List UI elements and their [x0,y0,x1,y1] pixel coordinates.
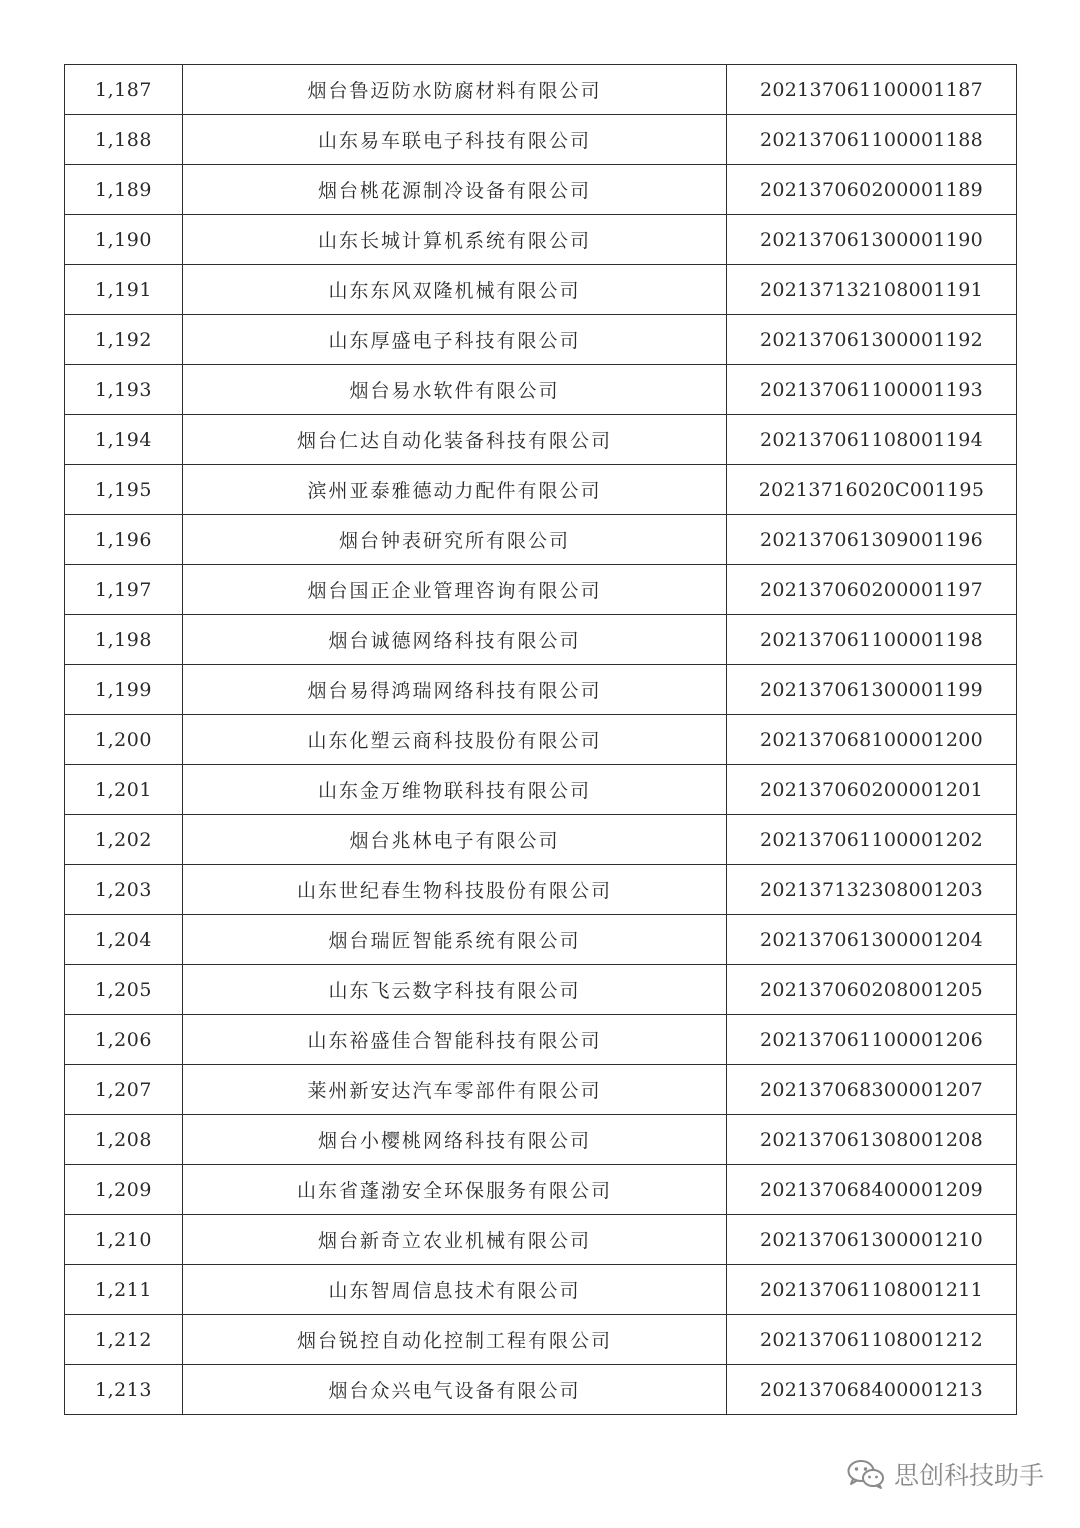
company-name-cell: 山东省蓬渤安全环保服务有限公司 [183,1165,727,1215]
company-name-cell: 烟台易水软件有限公司 [183,365,727,415]
row-number-cell: 1,204 [65,915,183,965]
table-row [65,165,1017,215]
table-row [65,715,1017,765]
row-number-cell: 1,198 [65,615,183,665]
registration-code-cell: 202137068300001207 [727,1065,1017,1115]
company-name-cell: 烟台锐控自动化控制工程有限公司 [183,1315,727,1365]
company-name-cell: 山东厚盛电子科技有限公司 [183,315,727,365]
row-number-cell: 1,190 [65,215,183,265]
registration-code-cell: 202137061100001193 [727,365,1017,415]
registration-code-cell: 202137061300001199 [727,665,1017,715]
table-row [65,815,1017,865]
company-name-cell: 烟台新奇立农业机械有限公司 [183,1215,727,1265]
row-number-cell: 1,205 [65,965,183,1015]
row-number-cell: 1,208 [65,1115,183,1165]
table-row [65,1315,1017,1365]
registration-code-cell: 202137060200001201 [727,765,1017,815]
company-name-cell: 山东易车联电子科技有限公司 [183,115,727,165]
table-row [65,1165,1017,1215]
table-row [65,415,1017,465]
table-row [65,1215,1017,1265]
table-row [65,1115,1017,1165]
row-number-cell: 1,212 [65,1315,183,1365]
company-name-cell: 山东智周信息技术有限公司 [183,1265,727,1315]
row-number-cell: 1,211 [65,1265,183,1315]
registry-table-body [65,65,1017,1415]
table-row [65,315,1017,365]
company-name-cell: 烟台钟表研究所有限公司 [183,515,727,565]
table-row [65,615,1017,665]
table-row [65,915,1017,965]
table-row [65,1015,1017,1065]
company-name-cell: 山东金万维物联科技有限公司 [183,765,727,815]
row-number-cell: 1,201 [65,765,183,815]
table-row [65,865,1017,915]
table-row [65,565,1017,615]
registry-sheet [64,64,1016,1415]
registration-code-cell: 20213716020C001195 [727,465,1017,515]
registration-code-cell: 202137061108001194 [727,415,1017,465]
company-name-cell: 山东世纪春生物科技股份有限公司 [183,865,727,915]
table-row [65,665,1017,715]
registration-code-cell: 202137061108001212 [727,1315,1017,1365]
registration-code-cell: 202137061100001188 [727,115,1017,165]
company-name-cell: 山东化塑云商科技股份有限公司 [183,715,727,765]
registration-code-cell: 202137060208001205 [727,965,1017,1015]
registration-code-cell: 202137061108001211 [727,1265,1017,1315]
registration-code-cell: 202137061308001208 [727,1115,1017,1165]
registration-code-cell: 202137061100001206 [727,1015,1017,1065]
company-name-cell: 烟台瑞匠智能系统有限公司 [183,915,727,965]
table-row [65,1365,1017,1415]
table-row [65,115,1017,165]
company-name-cell: 滨州亚泰雅德动力配件有限公司 [183,465,727,515]
registration-code-cell: 202137061100001187 [727,65,1017,115]
row-number-cell: 1,188 [65,115,183,165]
row-number-cell: 1,209 [65,1165,183,1215]
company-name-cell: 山东飞云数字科技有限公司 [183,965,727,1015]
row-number-cell: 1,203 [65,865,183,915]
row-number-cell: 1,206 [65,1015,183,1065]
row-number-cell: 1,189 [65,165,183,215]
company-name-cell: 山东裕盛佳合智能科技有限公司 [183,1015,727,1065]
watermark [846,1456,1044,1492]
company-name-cell: 烟台诚德网络科技有限公司 [183,615,727,665]
company-name-cell: 烟台小樱桃网络科技有限公司 [183,1115,727,1165]
row-number-cell: 1,200 [65,715,183,765]
row-number-cell: 1,192 [65,315,183,365]
row-number-cell: 1,195 [65,465,183,515]
registration-code-cell: 202137061300001190 [727,215,1017,265]
company-name-cell: 烟台易得鸿瑞网络科技有限公司 [183,665,727,715]
registration-code-cell: 202137060200001197 [727,565,1017,615]
registration-code-cell: 202137061100001202 [727,815,1017,865]
company-name-cell: 烟台桃花源制冷设备有限公司 [183,165,727,215]
company-name-cell: 山东长城计算机系统有限公司 [183,215,727,265]
row-number-cell: 1,193 [65,365,183,415]
table-row [65,1265,1017,1315]
registration-code-cell: 202137132308001203 [727,865,1017,915]
registration-code-cell: 202137061100001198 [727,615,1017,665]
registration-code-cell: 202137068100001200 [727,715,1017,765]
company-name-cell: 烟台国正企业管理咨询有限公司 [183,565,727,615]
company-name-cell: 莱州新安达汽车零部件有限公司 [183,1065,727,1115]
company-name-cell: 烟台仁达自动化装备科技有限公司 [183,415,727,465]
row-number-cell: 1,194 [65,415,183,465]
row-number-cell: 1,199 [65,665,183,715]
registration-code-cell: 202137068400001209 [727,1165,1017,1215]
registration-code-cell: 202137061300001192 [727,315,1017,365]
table-row [65,365,1017,415]
row-number-cell: 1,210 [65,1215,183,1265]
table-row [65,265,1017,315]
registration-code-cell: 202137061309001196 [727,515,1017,565]
registration-code-cell: 202137068400001213 [727,1365,1017,1415]
watermark-text: 思创科技助手 [893,1461,1044,1490]
table-row [65,965,1017,1015]
company-name-cell: 烟台众兴电气设备有限公司 [183,1365,727,1415]
registration-code-cell: 202137132108001191 [727,265,1017,315]
registry-table [64,64,1017,1415]
table-row [65,765,1017,815]
row-number-cell: 1,187 [65,65,183,115]
row-number-cell: 1,196 [65,515,183,565]
company-name-cell: 烟台鲁迈防水防腐材料有限公司 [183,65,727,115]
company-name-cell: 山东东风双隆机械有限公司 [183,265,727,315]
registration-code-cell: 202137061300001204 [727,915,1017,965]
registration-code-cell: 202137061300001210 [727,1215,1017,1265]
table-row [65,1065,1017,1115]
table-row [65,515,1017,565]
row-number-cell: 1,207 [65,1065,183,1115]
table-row [65,215,1017,265]
row-number-cell: 1,202 [65,815,183,865]
row-number-cell: 1,191 [65,265,183,315]
row-number-cell: 1,197 [65,565,183,615]
table-row [65,65,1017,115]
registration-code-cell: 202137060200001189 [727,165,1017,215]
row-number-cell: 1,213 [65,1365,183,1415]
wechat-icon [846,1458,886,1490]
table-row [65,465,1017,515]
company-name-cell: 烟台兆林电子有限公司 [183,815,727,865]
